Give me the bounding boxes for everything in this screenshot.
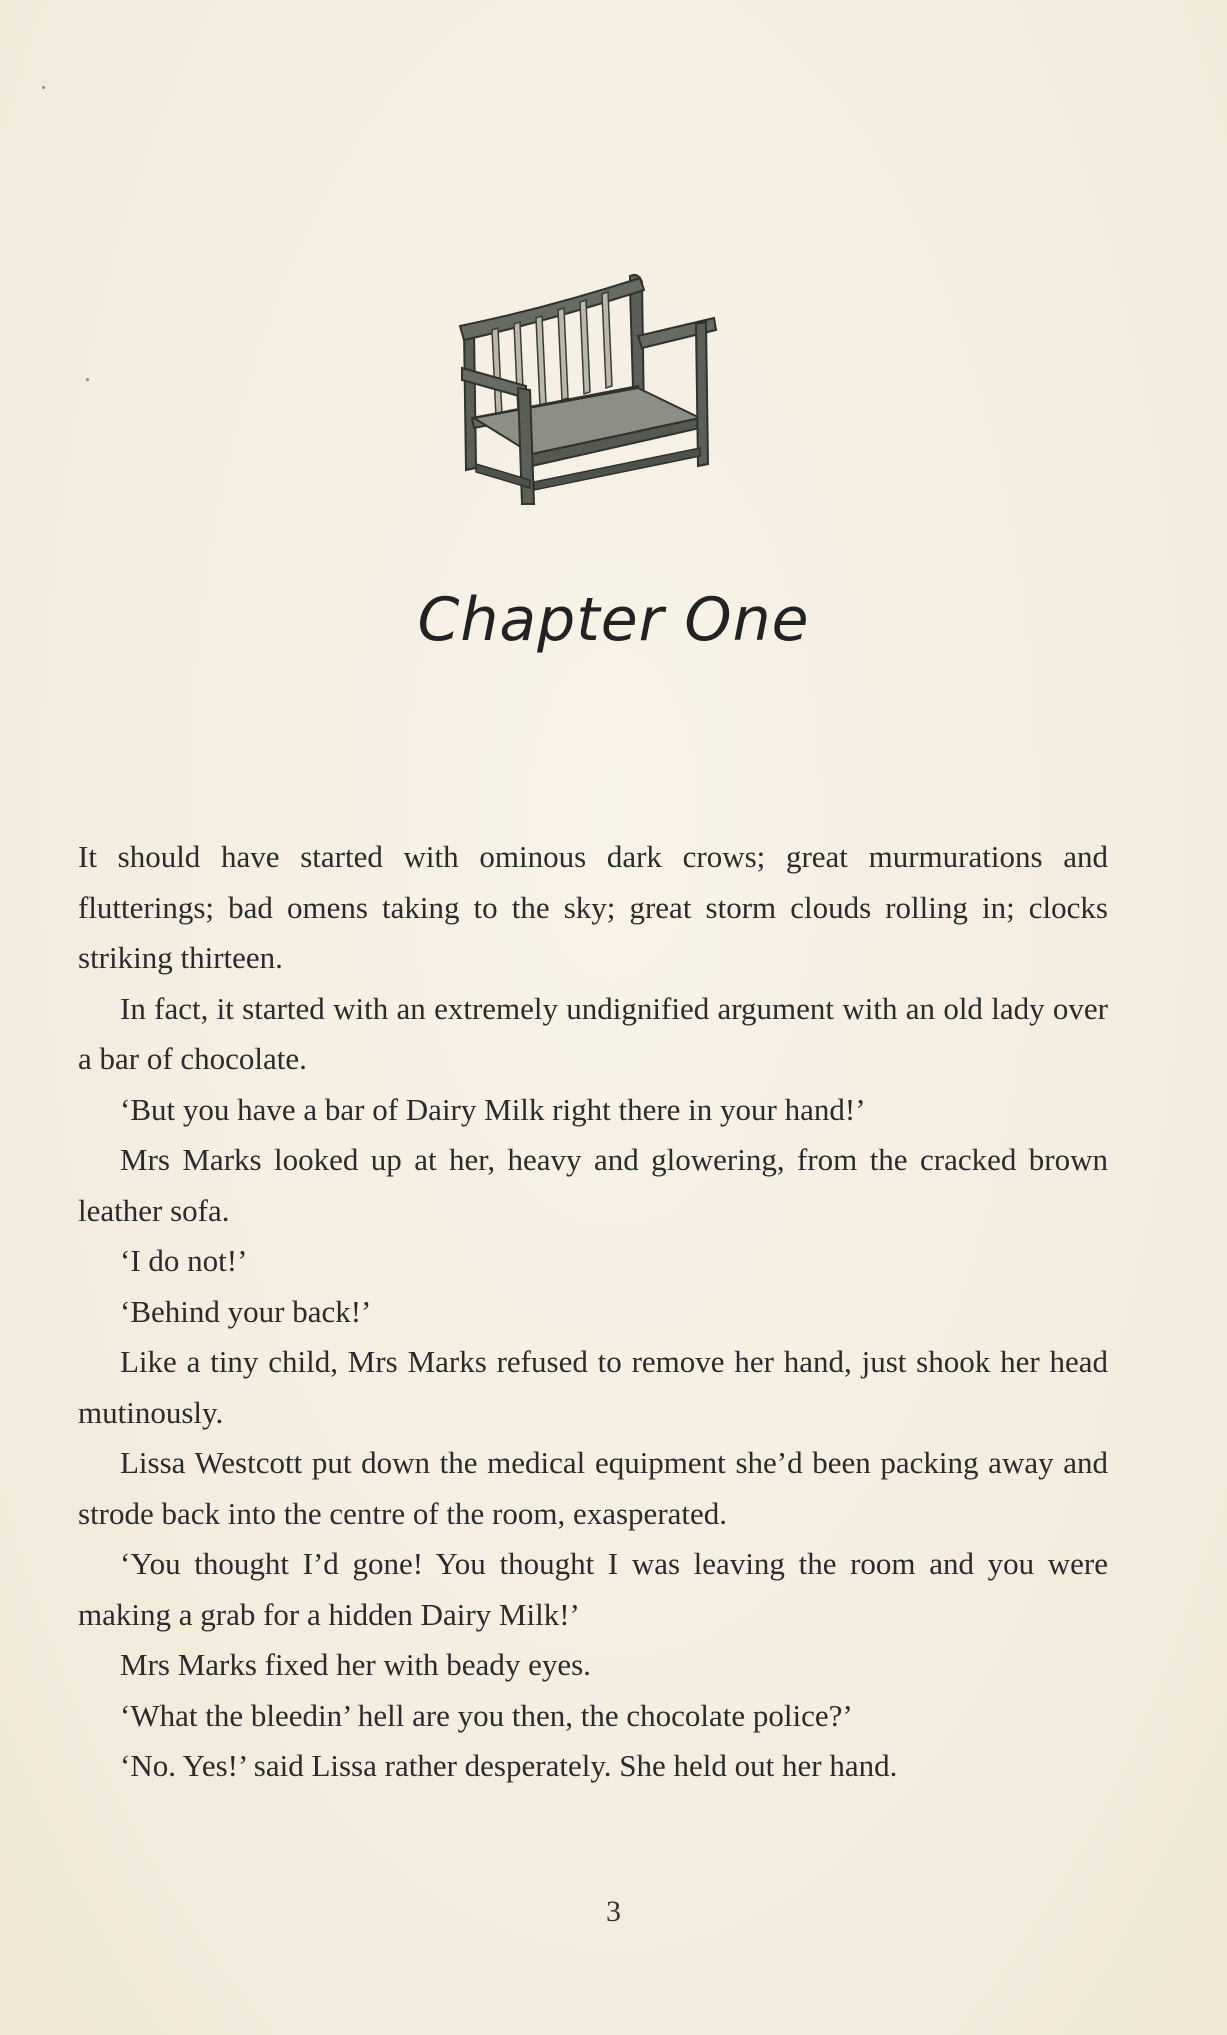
- paper-speck: [86, 378, 89, 381]
- paragraph: Lissa Westcott put down the medical equipment she’d been packing away and strode back into the centre of the room, exasperated.: [78, 1445, 1108, 1531]
- bench-icon: [452, 268, 722, 508]
- chapter-title: Chapter One: [417, 585, 810, 655]
- paragraph: Like a tiny child, Mrs Marks refused to remove her hand, just shook her head mutinously.: [78, 1344, 1108, 1430]
- paragraph: ‘You thought I’d gone! You thought I was leaving the room and you were making a grab for a hidden Dairy Milk!’: [78, 1546, 1108, 1632]
- page-number: 3: [606, 1895, 621, 1928]
- paragraph: ‘What the bleedin’ hell are you then, the chocolate police?’: [120, 1697, 853, 1733]
- paragraph: ‘No. Yes!’ said Lissa rather desperately. She held out her hand.: [120, 1748, 898, 1783]
- paper-speck: [42, 86, 45, 89]
- paragraph: ‘But you have a bar of Dairy Milk right there in your hand!’: [120, 1091, 866, 1127]
- paragraph: ‘I do not!’: [120, 1243, 248, 1278]
- paragraph: Mrs Marks fixed her with beady eyes.: [120, 1647, 591, 1682]
- paragraph: In fact, it started with an extremely undignified argument with an old lady over a bar of chocolate.: [78, 990, 1108, 1076]
- paragraph: Mrs Marks looked up at her, heavy and glowering, from the cracked brown leather sofa.: [78, 1142, 1108, 1228]
- paragraph: ‘Behind your back!’: [120, 1293, 372, 1329]
- paragraph: It should have started with ominous dark crows; great murmurations and flutterings; bad omens taking to the sky; great storm clouds rolling in; clocks striking thirteen.: [78, 839, 1108, 975]
- chapter-body: [78, 832, 1108, 1792]
